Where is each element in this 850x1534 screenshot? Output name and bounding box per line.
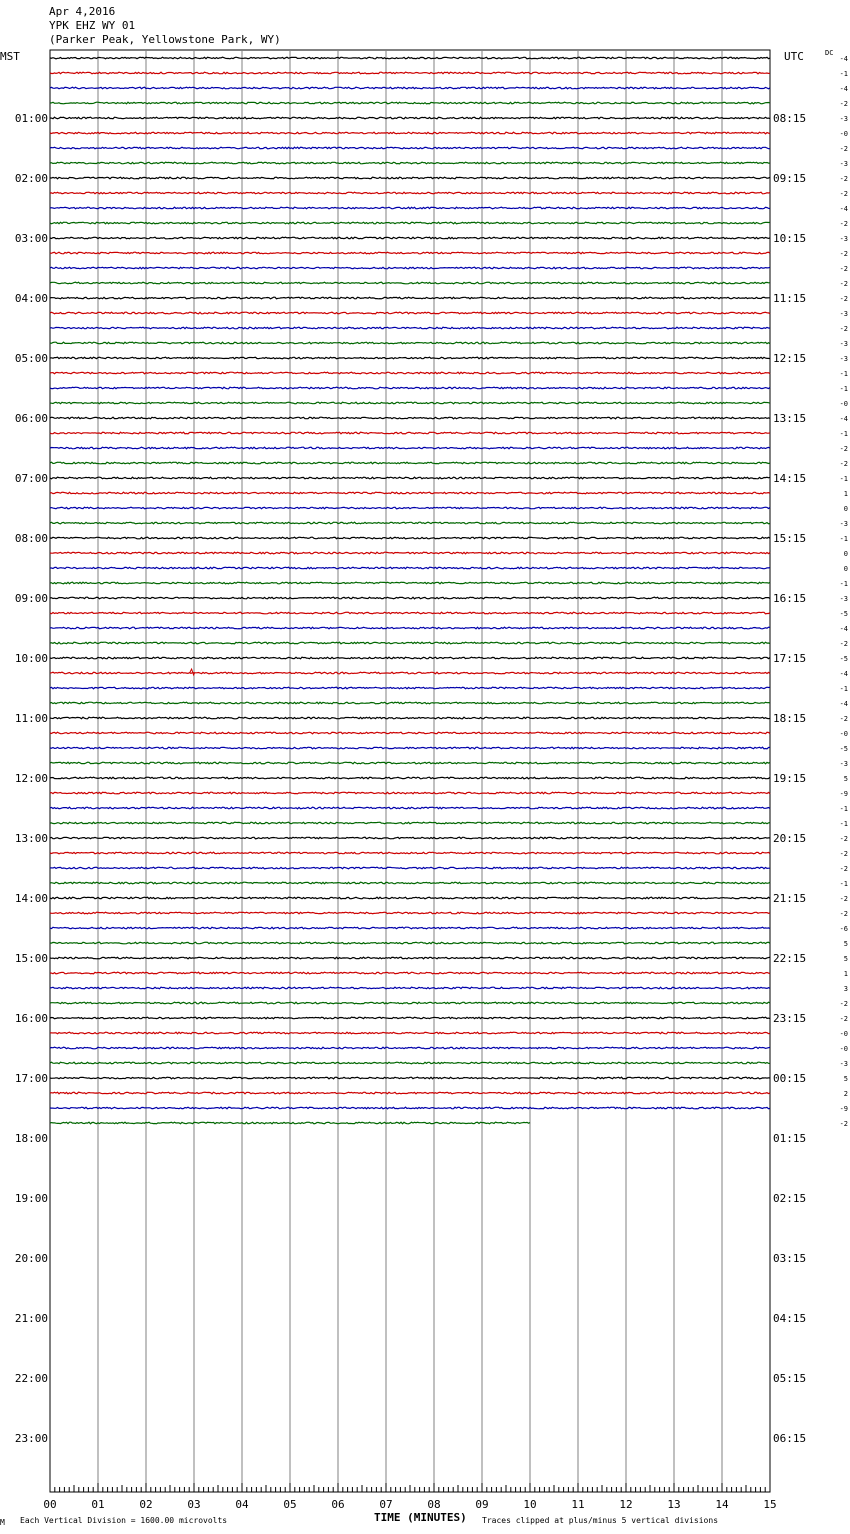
dc-offset-label: -2 — [839, 1120, 848, 1128]
utc-hour-label: 15:15 — [773, 532, 807, 545]
dc-offset-label: -3 — [839, 595, 848, 603]
mst-hour-label: 05:00 — [14, 352, 48, 365]
seismic-trace — [50, 1032, 770, 1034]
mst-hour-label: 08:00 — [14, 532, 48, 545]
dc-offset-label: -1 — [839, 70, 848, 78]
dc-offset-label: -4 — [839, 415, 848, 423]
seismic-trace — [50, 1002, 770, 1004]
dc-offset-label: 2 — [843, 1090, 848, 1098]
vertical-division-note: Each Vertical Division = 1600.00 microvolts — [20, 1516, 228, 1525]
utc-hour-label: 02:15 — [773, 1192, 807, 1205]
mst-hour-label: 23:00 — [14, 1432, 48, 1445]
seismic-trace — [50, 717, 770, 719]
seismic-trace — [50, 687, 770, 689]
seismic-trace — [50, 972, 770, 974]
footer-mark: M — [0, 1518, 5, 1527]
mst-hour-label: 14:00 — [14, 892, 48, 905]
dc-offset-label: -1 — [839, 805, 848, 813]
utc-hour-label: 13:15 — [773, 412, 807, 425]
mst-hour-label: 16:00 — [14, 1012, 48, 1025]
plot-frame — [50, 50, 770, 1492]
utc-hour-label: 05:15 — [773, 1372, 807, 1385]
seismic-trace — [50, 807, 770, 809]
seismic-trace — [50, 942, 770, 944]
x-tick-label: 11 — [571, 1498, 585, 1511]
dc-offset-label: -3 — [839, 1060, 848, 1068]
dc-offset-label: -2 — [839, 640, 848, 648]
seismic-trace — [50, 507, 770, 509]
dc-offset-label: -2 — [839, 835, 848, 843]
x-tick-label: 02 — [139, 1498, 153, 1511]
seismic-trace — [50, 147, 770, 149]
utc-hour-label: 14:15 — [773, 472, 807, 485]
x-tick-label: 08 — [427, 1498, 441, 1511]
x-tick-label: 15 — [763, 1498, 777, 1511]
station-date: Apr 4,2016 — [49, 5, 116, 18]
dc-offset-label: -1 — [839, 475, 848, 483]
dc-offset-label: -2 — [839, 850, 848, 858]
mst-label: MST — [0, 50, 20, 63]
seismic-trace — [50, 702, 770, 704]
seismic-trace — [50, 192, 770, 194]
utc-hour-label: 12:15 — [773, 352, 807, 365]
dc-offset-label: -0 — [839, 1030, 848, 1038]
mst-hour-label: 06:00 — [14, 412, 48, 425]
dc-offset-label: 5 — [843, 1075, 848, 1083]
seismic-trace — [50, 447, 770, 449]
dc-offset-label: -5 — [839, 655, 848, 663]
utc-hour-label: 11:15 — [773, 292, 807, 305]
seismic-trace — [50, 102, 770, 104]
seismic-trace — [50, 747, 770, 749]
utc-hour-label: 04:15 — [773, 1312, 807, 1325]
x-tick-label: 10 — [523, 1498, 537, 1511]
dc-offset-label: -2 — [839, 295, 848, 303]
seismic-trace — [50, 342, 770, 344]
x-tick-label: 12 — [619, 1498, 633, 1511]
utc-hour-label: 19:15 — [773, 772, 807, 785]
utc-hour-label: 09:15 — [773, 172, 807, 185]
x-tick-label: 00 — [43, 1498, 57, 1511]
seismic-trace — [50, 792, 770, 794]
dc-offset-label: -2 — [839, 190, 848, 198]
dc-offset-label: -3 — [839, 520, 848, 528]
seismic-trace — [50, 252, 770, 254]
seismic-trace — [50, 1107, 770, 1109]
dc-offset-label: -1 — [839, 685, 848, 693]
seismic-trace — [50, 1077, 770, 1079]
x-tick-label: 05 — [283, 1498, 297, 1511]
seismic-trace — [50, 987, 770, 989]
seismic-trace — [50, 582, 770, 584]
dc-offset-label: -3 — [839, 310, 848, 318]
x-axis-title: TIME (MINUTES) — [374, 1511, 467, 1524]
seismic-trace — [50, 312, 770, 314]
dc-offset-label: -2 — [839, 895, 848, 903]
seismic-trace — [50, 162, 770, 164]
seismic-trace — [50, 597, 770, 599]
dc-offset-label: 0 — [843, 565, 848, 573]
mst-hour-label: 09:00 — [14, 592, 48, 605]
dc-offset-label: -5 — [839, 610, 848, 618]
utc-hour-label: 23:15 — [773, 1012, 807, 1025]
seismic-trace — [50, 462, 770, 464]
seismic-trace — [50, 642, 770, 644]
mst-hour-label: 13:00 — [14, 832, 48, 845]
dc-offset-label: -2 — [839, 910, 848, 918]
dc-offset-label: -2 — [839, 1015, 848, 1023]
seismic-trace — [50, 492, 770, 494]
seismic-trace — [50, 927, 770, 929]
seismic-trace — [50, 267, 770, 269]
seismic-trace — [50, 327, 770, 329]
utc-hour-label: 21:15 — [773, 892, 807, 905]
x-tick-label: 03 — [187, 1498, 201, 1511]
seismic-trace — [50, 837, 770, 839]
x-tick-label: 13 — [667, 1498, 681, 1511]
utc-hour-label: 03:15 — [773, 1252, 807, 1265]
dc-offset-label: 5 — [843, 955, 848, 963]
utc-hour-label: 18:15 — [773, 712, 807, 725]
seismic-trace — [50, 1047, 770, 1049]
dc-offset-label: -4 — [839, 700, 848, 708]
dc-offset-label: -4 — [839, 55, 848, 63]
seismic-trace — [50, 912, 770, 914]
seismic-trace — [50, 207, 770, 209]
seismic-trace — [50, 852, 770, 854]
dc-offset-label: -2 — [839, 280, 848, 288]
dc-offset-label: -0 — [839, 730, 848, 738]
seismic-trace — [50, 612, 770, 614]
dc-offset-label: -4 — [839, 670, 848, 678]
x-tick-label: 01 — [91, 1498, 105, 1511]
dc-offset-label: -4 — [839, 205, 848, 213]
dc-offset-label: -2 — [839, 1000, 848, 1008]
seismic-trace — [50, 297, 770, 299]
dc-offset-label: 0 — [843, 505, 848, 513]
clip-note: Traces clipped at plus/minus 5 vertical divisions — [482, 1516, 719, 1525]
seismic-trace — [50, 387, 770, 389]
dc-offset-label: -0 — [839, 1045, 848, 1053]
dc-offset-label: -6 — [839, 925, 848, 933]
utc-hour-label: 16:15 — [773, 592, 807, 605]
dc-offset-label: 0 — [843, 550, 848, 558]
x-tick-label: 14 — [715, 1498, 729, 1511]
seismic-trace — [50, 822, 770, 824]
seismic-trace — [50, 1092, 770, 1094]
dc-offset-label: -1 — [839, 430, 848, 438]
seismic-trace — [50, 87, 770, 89]
seismic-trace — [50, 1062, 770, 1064]
utc-hour-label: 00:15 — [773, 1072, 807, 1085]
seismic-trace — [50, 552, 770, 554]
utc-hour-label: 20:15 — [773, 832, 807, 845]
dc-offset-label: -3 — [839, 340, 848, 348]
mst-hour-label: 12:00 — [14, 772, 48, 785]
station-location: (Parker Peak, Yellowstone Park, WY) — [49, 33, 281, 46]
dc-offset-label: -4 — [839, 625, 848, 633]
mst-hour-label: 07:00 — [14, 472, 48, 485]
seismic-trace — [50, 402, 770, 404]
seismic-trace — [50, 282, 770, 284]
dc-offset-label: 1 — [843, 970, 848, 978]
dc-offset-label: -2 — [839, 250, 848, 258]
mst-hour-label: 03:00 — [14, 232, 48, 245]
seismic-trace — [50, 882, 770, 884]
dc-offset-label: -5 — [839, 745, 848, 753]
mst-hour-label: 18:00 — [14, 1132, 48, 1145]
dc-offset-label: -2 — [839, 145, 848, 153]
seismic-trace — [50, 672, 770, 674]
seismic-trace — [50, 237, 770, 239]
dc-offset-label: 1 — [843, 490, 848, 498]
seismic-trace — [50, 777, 770, 779]
station-code: YPK EHZ WY 01 — [49, 19, 136, 32]
dc-offset-label: -1 — [839, 580, 848, 588]
seismic-trace — [50, 567, 770, 569]
utc-hour-label: 08:15 — [773, 112, 807, 125]
mst-hour-label: 02:00 — [14, 172, 48, 185]
mst-hour-label: 04:00 — [14, 292, 48, 305]
dc-offset-label: -2 — [839, 445, 848, 453]
dc-offset-label: -1 — [839, 370, 848, 378]
dc-offset-label: 5 — [843, 775, 848, 783]
dc-offset-label: -1 — [839, 385, 848, 393]
dc-offset-label: -0 — [839, 400, 848, 408]
seismic-trace — [50, 897, 770, 899]
seismic-trace — [50, 432, 770, 434]
seismic-trace — [50, 762, 770, 764]
dc-offset-label: -4 — [839, 85, 848, 93]
dc-offset-label: -0 — [839, 130, 848, 138]
seismic-trace — [50, 417, 770, 419]
seismic-trace — [50, 57, 770, 59]
mst-hour-label: 20:00 — [14, 1252, 48, 1265]
dc-offset-label: -2 — [839, 865, 848, 873]
dc-label: DC — [825, 49, 834, 57]
x-tick-label: 04 — [235, 1498, 249, 1511]
dc-offset-label: 3 — [843, 985, 848, 993]
mst-hour-label: 01:00 — [14, 112, 48, 125]
seismic-trace — [50, 117, 770, 119]
seismic-trace — [50, 522, 770, 524]
dc-offset-label: -3 — [839, 235, 848, 243]
dc-offset-label: -9 — [839, 1105, 848, 1113]
dc-offset-label: -2 — [839, 460, 848, 468]
dc-offset-label: -2 — [839, 220, 848, 228]
utc-hour-label: 01:15 — [773, 1132, 807, 1145]
dc-offset-label: -2 — [839, 100, 848, 108]
dc-offset-label: -3 — [839, 760, 848, 768]
dc-offset-label: -3 — [839, 115, 848, 123]
seismic-trace — [50, 132, 770, 134]
utc-label: UTC — [784, 50, 804, 63]
dc-offset-label: -2 — [839, 265, 848, 273]
dc-offset-label: -2 — [839, 715, 848, 723]
x-tick-label: 07 — [379, 1498, 393, 1511]
x-tick-label: 06 — [331, 1498, 345, 1511]
seismic-trace — [50, 732, 770, 734]
utc-hour-label: 22:15 — [773, 952, 807, 965]
mst-hour-label: 10:00 — [14, 652, 48, 665]
mst-hour-label: 11:00 — [14, 712, 48, 725]
dc-offset-label: -1 — [839, 880, 848, 888]
seismic-trace — [50, 222, 770, 224]
mst-hour-label: 19:00 — [14, 1192, 48, 1205]
seismic-trace — [50, 1017, 770, 1019]
utc-hour-label: 10:15 — [773, 232, 807, 245]
dc-offset-label: -9 — [839, 790, 848, 798]
seismic-trace — [50, 477, 770, 479]
dc-offset-label: 5 — [843, 940, 848, 948]
seismic-trace — [50, 177, 770, 179]
dc-offset-label: -1 — [839, 820, 848, 828]
seismic-trace — [50, 372, 770, 374]
mst-hour-label: 15:00 — [14, 952, 48, 965]
dc-offset-label: -3 — [839, 355, 848, 363]
seismic-trace — [50, 657, 770, 659]
utc-hour-label: 17:15 — [773, 652, 807, 665]
dc-offset-label: -3 — [839, 160, 848, 168]
mst-hour-label: 21:00 — [14, 1312, 48, 1325]
seismic-trace — [50, 957, 770, 959]
dc-offset-label: -1 — [839, 535, 848, 543]
utc-hour-label: 06:15 — [773, 1432, 807, 1445]
dc-offset-label: -2 — [839, 325, 848, 333]
seismic-trace — [50, 537, 770, 539]
seismic-trace — [50, 627, 770, 629]
mst-hour-label: 22:00 — [14, 1372, 48, 1385]
seismic-trace — [50, 867, 770, 869]
seismic-trace — [50, 72, 770, 74]
mst-hour-label: 17:00 — [14, 1072, 48, 1085]
seismic-trace — [50, 357, 770, 359]
x-tick-label: 09 — [475, 1498, 489, 1511]
dc-offset-label: -2 — [839, 175, 848, 183]
